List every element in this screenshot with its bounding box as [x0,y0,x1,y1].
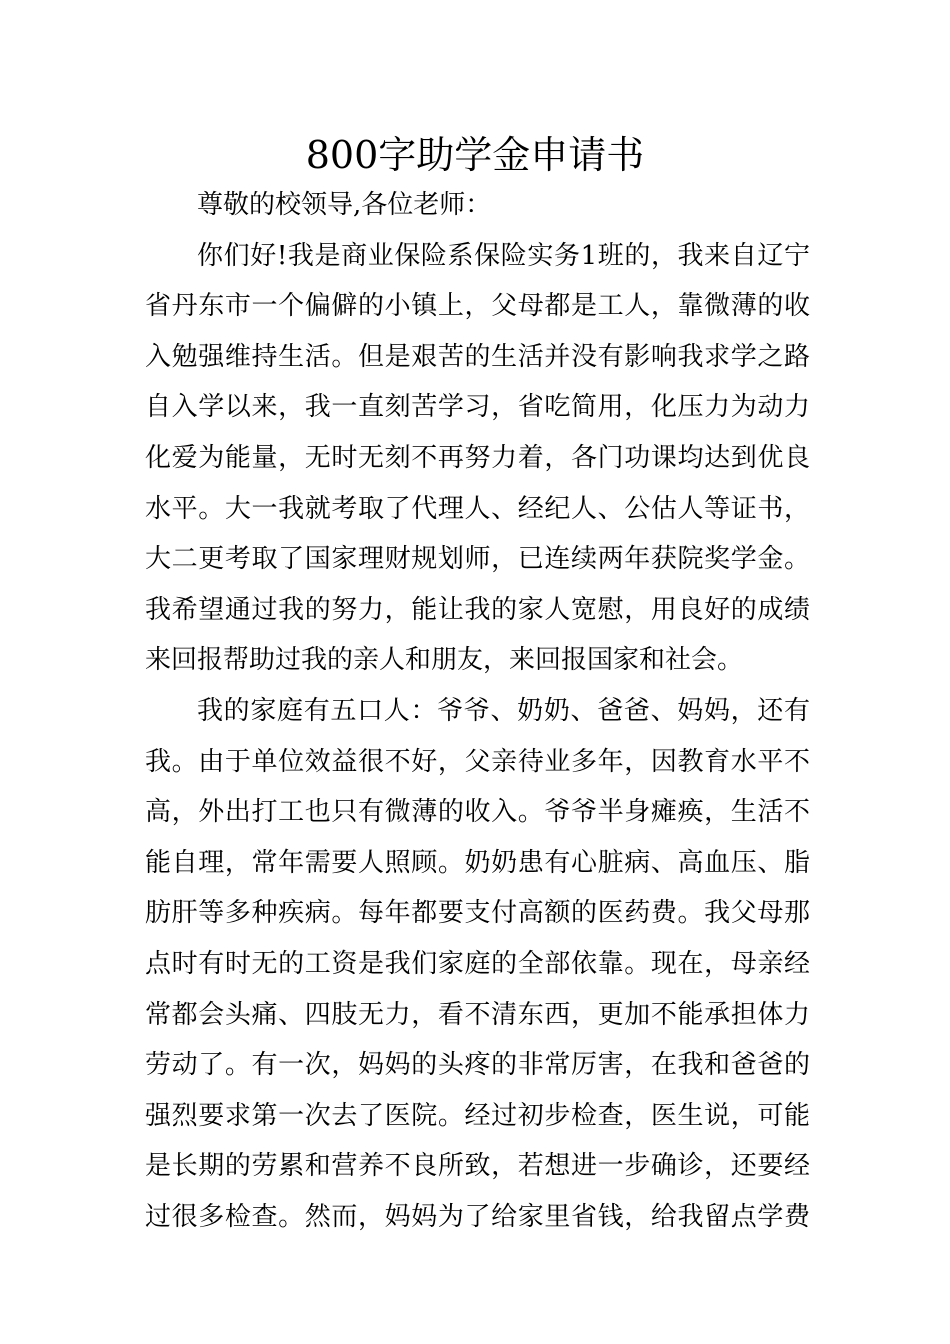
text-line: 肪肝等多种疾病。每年都要支付高额的医药费。我父母那 [145,898,810,929]
text-line: 我希望通过我的努力，能让我的家人宽慰，用良好的成绩 [145,594,810,625]
text-line: 过很多检查。然而，妈妈为了给家里省钱，给我留点学费 [145,1201,810,1232]
text-line: 高，外出打工也只有微薄的收入。爷爷半身瘫痪，生活不 [145,797,810,828]
text-line: 是长期的劳累和营养不良所致，若想进一步确诊，还要经 [145,1151,810,1182]
text-line: 点时有时无的工资是我们家庭的全部依靠。现在，母亲经 [145,948,810,979]
text-line: 入勉强维持生活。但是艰苦的生活并没有影响我求学之路 [145,341,810,372]
text-line: 能自理，常年需要人照顾。奶奶患有心脏病、高血压、脂 [145,847,810,878]
text-line: 我。由于单位效益很不好，父亲待业多年，因教育水平不 [145,746,810,777]
text-line: 省丹东市一个偏僻的小镇上，父母都是工人，靠微薄的收 [145,291,810,322]
text-line: 劳动了。有一次，妈妈的头疼的非常厉害，在我和爸爸的 [145,1050,810,1081]
text-line: 常都会头痛、四肢无力，看不清东西，更加不能承担体力 [145,999,810,1030]
text-line: 强烈要求第一次去了医院。经过初步检查，医生说，可能 [145,1100,810,1131]
text-line: 化爱为能量，无时无刻不再努力着，各门功课均达到优良 [145,442,810,473]
document-body [145,180,810,1242]
text-line: 自入学以来，我一直刻苦学习，省吃简用，化压力为动力 [145,392,810,423]
text-line: 来回报帮助过我的亲人和朋友，来回报国家和社会。 [145,645,744,676]
text-line: 你们好!我是商业保险系保险实务1班的，我来自辽宁 [197,240,810,271]
text-line: 水平。大一我就考取了代理人、经纪人、公估人等证书， [145,493,810,524]
document-title: 800字助学金申请书 [305,133,645,177]
salutation-line: 尊敬的校领导,各位老师： [197,190,492,220]
text-line: 我的家庭有五口人：爷爷、奶奶、爸爸、妈妈，还有 [197,695,810,726]
text-line: 大二更考取了国家理财规划师，已连续两年获院奖学金。 [145,544,810,575]
